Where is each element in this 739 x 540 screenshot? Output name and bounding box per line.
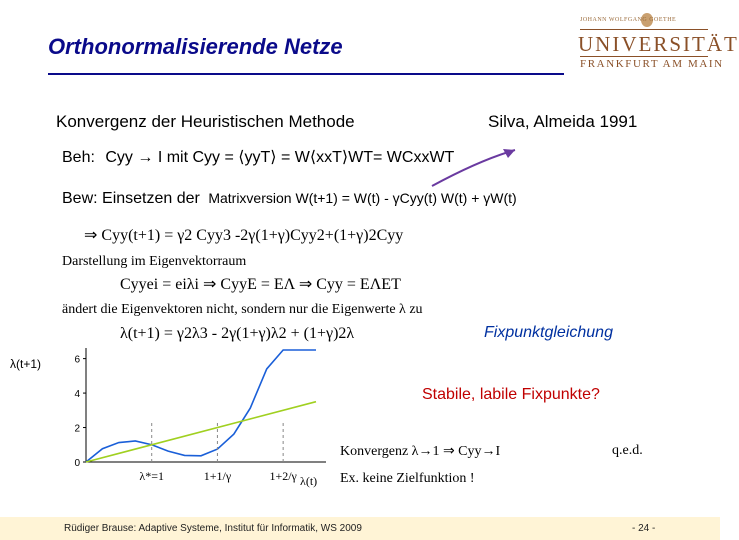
- stable-question: Stabile, labile Fixpunkte?: [422, 386, 600, 403]
- fixpoint-formula: λ(t+1) = γ2λ3 - 2γ(1+γ)λ2 + (1+γ)2λ: [120, 325, 355, 342]
- subheading-left: Konvergenz der Heuristischen Methode: [56, 112, 355, 131]
- bew-label: Bew: Einsetzen der: [62, 190, 200, 207]
- chart-series-identity: [86, 402, 316, 462]
- subheading-right: Silva, Almeida 1991: [488, 112, 638, 131]
- chart-x-tick-label: 1+1/γ: [203, 469, 232, 483]
- beh-formula: Cyy → I mit Cyy = ⟨yyT⟩ = W⟨xxT⟩WT= WCxxWT: [105, 149, 455, 166]
- chart-x-label: λ(t): [300, 474, 318, 488]
- chart-x-tick-label: 1+2/γ: [269, 469, 297, 483]
- chart-y-tick-label: 4: [74, 389, 80, 401]
- bew-formula: Matrixversion W(t+1) = W(t) - γCyy(t) W(t) + γW(t): [208, 190, 517, 206]
- footer-left: Rüdiger Brause: Adaptive Systeme, Institut für Informatik, WS 2009: [64, 523, 362, 534]
- logo-city: FRANKFURT AM MAIN: [580, 58, 724, 70]
- no-goal-text: Ex. keine Zielfunktion !: [340, 471, 475, 486]
- fixpoint-label: Fixpunktgleichung: [484, 324, 613, 341]
- slide-title: Orthonormalisierende Netze: [48, 34, 343, 59]
- chart-x-tick-label: λ*=1: [139, 469, 165, 483]
- eigen-note: ändert die Eigenvektoren nicht, sondern nur die Eigenwerte λ zu: [62, 302, 423, 317]
- page-number: - 24 -: [632, 523, 656, 534]
- chart-y-label: λ(t+1): [10, 357, 42, 371]
- fixpoint-chart: [60, 340, 340, 500]
- beh-label: Beh: [62, 149, 91, 166]
- eigen-formula: Cyyei = eiλi ⇒ CyyE = EΛ ⇒ Cyy = EΛET: [120, 276, 401, 293]
- chart-y-tick-label: 0: [74, 458, 80, 469]
- eigen-heading: Darstellung im Eigenvektorraum: [62, 254, 247, 269]
- chart-y-tick-label: 2: [74, 423, 80, 435]
- chart-series-cubic: [86, 350, 316, 462]
- implies-formula: ⇒ Cyy(t+1) = γ2 Cyy3 -2γ(1+γ)Cyy2+(1+γ)2Cyy: [84, 227, 404, 244]
- chart-y-tick-label: 6: [74, 354, 80, 366]
- qed-text: q.e.d.: [612, 443, 643, 458]
- logo-small-text: JOHANN WOLFGANG GOETHE: [580, 17, 677, 23]
- beh-colon: :: [90, 149, 95, 166]
- convergence-text: Konvergenz λ→1 ⇒ Cyy→I: [340, 444, 501, 459]
- logo-university: UNIVERSITÄT: [578, 32, 739, 56]
